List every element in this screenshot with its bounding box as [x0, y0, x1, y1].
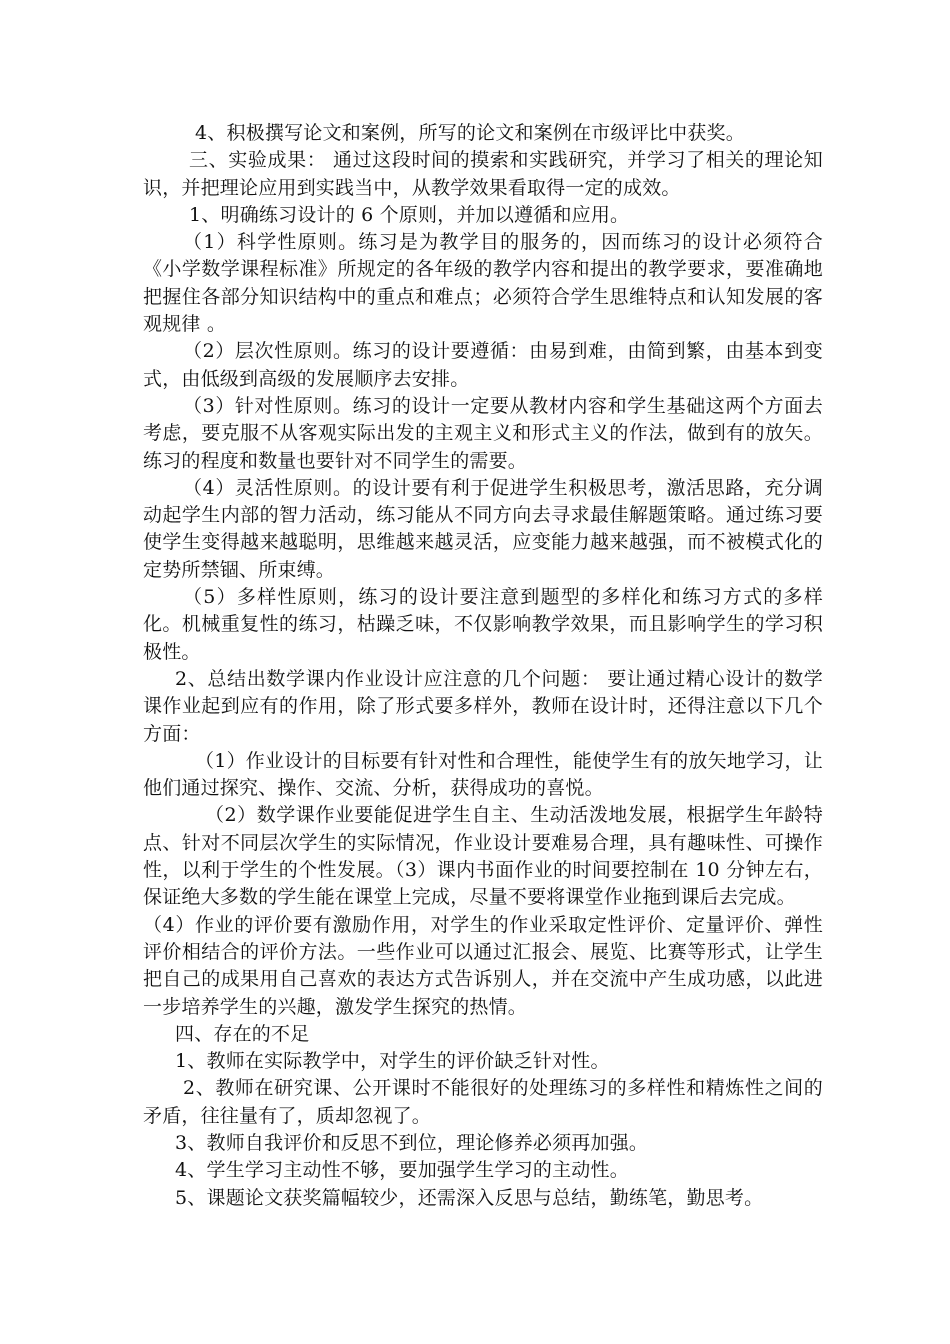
paragraph-shortcoming-2: 2、教师在研究课、公开课时不能很好的处理练习的多样性和精炼性之间的矛盾，往往量有了，质却忽视了。 [143, 1077, 823, 1127]
paragraph-flexibility-principle: （4）灵活性原则。的设计要有利于促进学生积极思考，激活思路，充分调动起学生内部的智力活动，练习能从不同方向去寻求最佳解题策略。通过练习要使学生变得越来越聪明，思维越来越灵活，应变能力越来越强，而不被模式化的定势所禁锢、所束缚。 [143, 476, 823, 581]
paragraph-homework-goal: （1）作业设计的目标要有针对性和合理性，能使学生有的放矢地学习，让他们通过探究、操作、交流、分析，获得成功的喜悦。 [143, 749, 823, 800]
paragraph-award: 4、积极撰写论文和案例，所写的论文和案例在市级评比中获奖。 [195, 122, 745, 144]
paragraph-homework-issues: 2、总结出数学课内作业设计应注意的几个问题： 要让通过精心设计的数学课作业起到应有的作用，除了形式要多样外，教师在设计时，还得注意以下几个方面： [143, 667, 823, 745]
section-heading-shortcomings: 四、存在的不足 [175, 1022, 310, 1045]
paragraph-shortcoming-4: 4、学生学习主动性不够，要加强学生学习的主动性。 [175, 1159, 629, 1182]
section-heading-results: 三、实验成果： 通过这段时间的摸索和实践研究，并学习了相关的理论知识，并把理论应用到实践当中，从教学效果看取得一定的成效。 [143, 149, 823, 199]
paragraph-homework-development: （2）数学课作业要能促进学生自主、生动活泼地发展，根据学生年龄特点、针对不同层次学生的实际情况，作业设计要难易合理，具有趣味性、可操作性，以利于学生的个性发展。（3）课内书面作业的时间要控制在 10 分钟左右，保证绝大多数的学生能在课堂上完成，尽量不要将课堂作业拖到课后去完成。 [143, 804, 823, 909]
paragraph-six-principles: 1、明确练习设计的 6 个原则，并加以遵循和应用。 [189, 203, 630, 226]
paragraph-targeted-principle: （3）针对性原则。练习的设计一定要从教材内容和学生基础这两个方面去考虑，要克服不从客观实际出发的主观主义和形式主义的作法，做到有的放矢。练习的程度和数量也要针对不同学生的需要。 [143, 394, 823, 472]
paragraph-shortcoming-5: 5、课题论文获奖篇幅较少，还需深入反思与总结，勤练笔，勤思考。 [175, 1186, 764, 1209]
paragraph-scientific-principle: （1）科学性原则。练习是为教学目的服务的，因而练习的设计必须符合《小学数学课程标准》所规定的各年级的教学内容和提出的教学要求，要准确地把握住各部分知识结构中的重点和难点；必须符合学生思维特点和认知发展的客观规律 。 [143, 231, 823, 336]
paragraph-homework-evaluation: （4）作业的评价要有激励作用，对学生的作业采取定性评价、定量评价、弹性评价相结合的评价方法。一些作业可以通过汇报会、展览、比赛等形式，让学生把自己的成果用自己喜欢的表达方式告诉别人，并在交流中产生成功感，以此进一步培养学生的兴趣，激发学生探究的热情。 [143, 913, 823, 1018]
paragraph-shortcoming-1: 1、教师在实际教学中，对学生的评价缺乏针对性。 [175, 1050, 610, 1073]
paragraph-shortcoming-3: 3、教师自我评价和反思不到位，理论修养必须再加强。 [175, 1131, 649, 1154]
paragraph-hierarchy-principle: （2）层次性原则。练习的设计要遵循：由易到难，由简到繁，由基本到变式，由低级到高级的发展顺序去安排。 [143, 340, 823, 390]
paragraph-diversity-principle: （5）多样性原则，练习的设计要注意到题型的多样化和练习方式的多样化。机械重复性的练习，枯躁乏味，不仅影响教学效果，而且影响学生的学习积极性。 [143, 586, 823, 663]
document-body [143, 120, 823, 1212]
